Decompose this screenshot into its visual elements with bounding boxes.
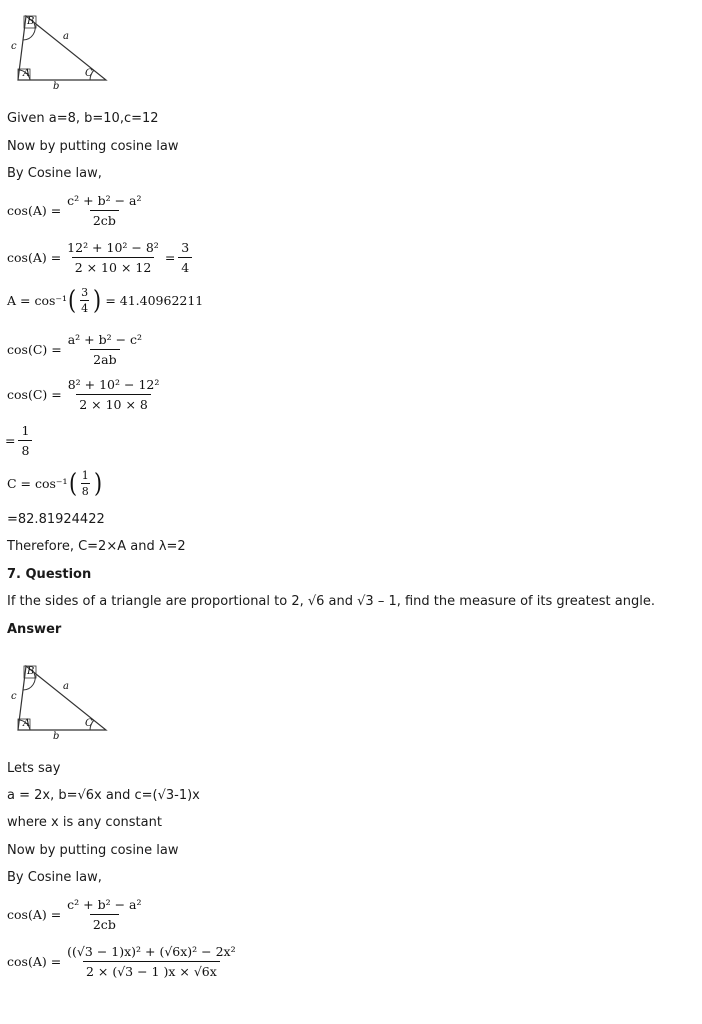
- equation-cos-a-formula: [7, 193, 148, 228]
- equation-lhs: cos(A) =: [7, 954, 62, 969]
- denominator: 2 × (√3 − 1 )x × √6x: [83, 961, 220, 979]
- equation-lhs: C = cos⁻¹: [7, 476, 68, 491]
- question-heading: 7. Question: [7, 567, 92, 582]
- denominator: 2cb: [90, 210, 119, 228]
- equation-cos-a-substituted: [7, 944, 242, 979]
- denominator: 8: [81, 485, 89, 498]
- numerator: 1: [81, 469, 89, 482]
- numerator: c² + b² − a²: [67, 193, 142, 208]
- instruction-text: Now by putting cosine law: [7, 139, 179, 154]
- fraction: [80, 286, 89, 315]
- denominator: 4: [178, 257, 192, 275]
- side-label-a: a: [63, 681, 69, 692]
- numerator: 1: [21, 423, 30, 438]
- fraction: [64, 193, 144, 228]
- vertex-label-c: C: [85, 718, 93, 729]
- equation-lhs: cos(C) =: [7, 342, 62, 357]
- denominator: 2cb: [90, 914, 119, 932]
- side-label-b: b: [53, 81, 60, 92]
- triangle-diagram: [6, 662, 114, 744]
- vertex-label-c: C: [85, 68, 93, 79]
- side-label-a: a: [63, 31, 69, 42]
- instruction-text: By Cosine law,: [7, 870, 102, 885]
- equation-angle-a: [7, 286, 203, 315]
- side-label-c: c: [11, 691, 17, 702]
- equation-one-eighth: [5, 423, 35, 458]
- fraction: [64, 897, 144, 932]
- numerator: 3: [81, 286, 89, 299]
- equation-lhs: cos(C) =: [7, 387, 62, 402]
- denominator: 2 × 10 × 12: [72, 257, 155, 275]
- equation-lhs: =: [5, 433, 16, 448]
- given-values: Given a=8, b=10,c=12: [7, 111, 159, 126]
- equation-cos-a-values: [7, 240, 195, 275]
- equation-lhs: cos(A) =: [7, 250, 62, 265]
- numerator: ((√3 − 1)x)² + (√6x)² − 2x²: [67, 944, 236, 959]
- paren-left: (: [68, 285, 77, 316]
- numerator: c² + b² − a²: [67, 897, 142, 912]
- fraction: [18, 423, 32, 458]
- equation-rhs: = 41.40962211: [105, 293, 204, 308]
- conclusion-text: Therefore, C=2×A and λ=2: [7, 539, 186, 554]
- result-value: =82.81924422: [7, 512, 105, 527]
- denominator: 8: [18, 440, 32, 458]
- fraction: [64, 944, 238, 979]
- fraction: [81, 469, 90, 498]
- paren-right: ): [93, 468, 102, 499]
- fraction: [65, 332, 145, 367]
- numerator: 12² + 10² − 8²: [67, 240, 159, 255]
- triangle-figure-1: [6, 12, 114, 94]
- equals-sign: =: [164, 250, 176, 265]
- paren-left: (: [68, 468, 77, 499]
- vertex-label-b: B: [27, 16, 35, 27]
- sides-definition: a = 2x, b=√6x and c=(√3-1)x: [7, 788, 200, 803]
- equation-angle-c: [7, 469, 103, 498]
- vertex-label-a: A: [23, 718, 31, 729]
- answer-heading: Answer: [7, 622, 62, 637]
- vertex-label-a: A: [23, 68, 31, 79]
- assumption-text: Lets say: [7, 761, 61, 776]
- equation-cos-a-formula-2: [7, 897, 148, 932]
- triangle-diagram: [6, 12, 114, 94]
- equation-cos-c-values: [7, 377, 165, 412]
- instruction-text: Now by putting cosine law: [7, 843, 179, 858]
- triangle-figure-2: [6, 662, 114, 744]
- equation-cos-c-formula: [7, 332, 148, 367]
- instruction-text: By Cosine law,: [7, 166, 102, 181]
- side-label-b: b: [53, 731, 60, 742]
- constant-note: where x is any constant: [7, 815, 162, 830]
- side-label-c: c: [11, 41, 17, 52]
- question-text: If the sides of a triangle are proportional to 2, √6 and √3 – 1, find the measure of its greatest angle.: [7, 594, 655, 609]
- fraction: [64, 240, 162, 275]
- denominator: 2ab: [90, 349, 119, 367]
- paren-right: ): [93, 285, 102, 316]
- denominator: 2 × 10 × 8: [76, 394, 151, 412]
- equation-lhs: cos(A) =: [7, 203, 62, 218]
- equation-lhs: cos(A) =: [7, 907, 62, 922]
- fraction-result: [178, 240, 192, 275]
- vertex-label-b: B: [27, 666, 35, 677]
- fraction: [65, 377, 163, 412]
- denominator: 4: [81, 302, 89, 315]
- equation-lhs: A = cos⁻¹: [7, 293, 67, 308]
- numerator: a² + b² − c²: [67, 332, 143, 347]
- numerator: 8² + 10² − 12²: [67, 377, 160, 392]
- numerator: 3: [181, 240, 190, 255]
